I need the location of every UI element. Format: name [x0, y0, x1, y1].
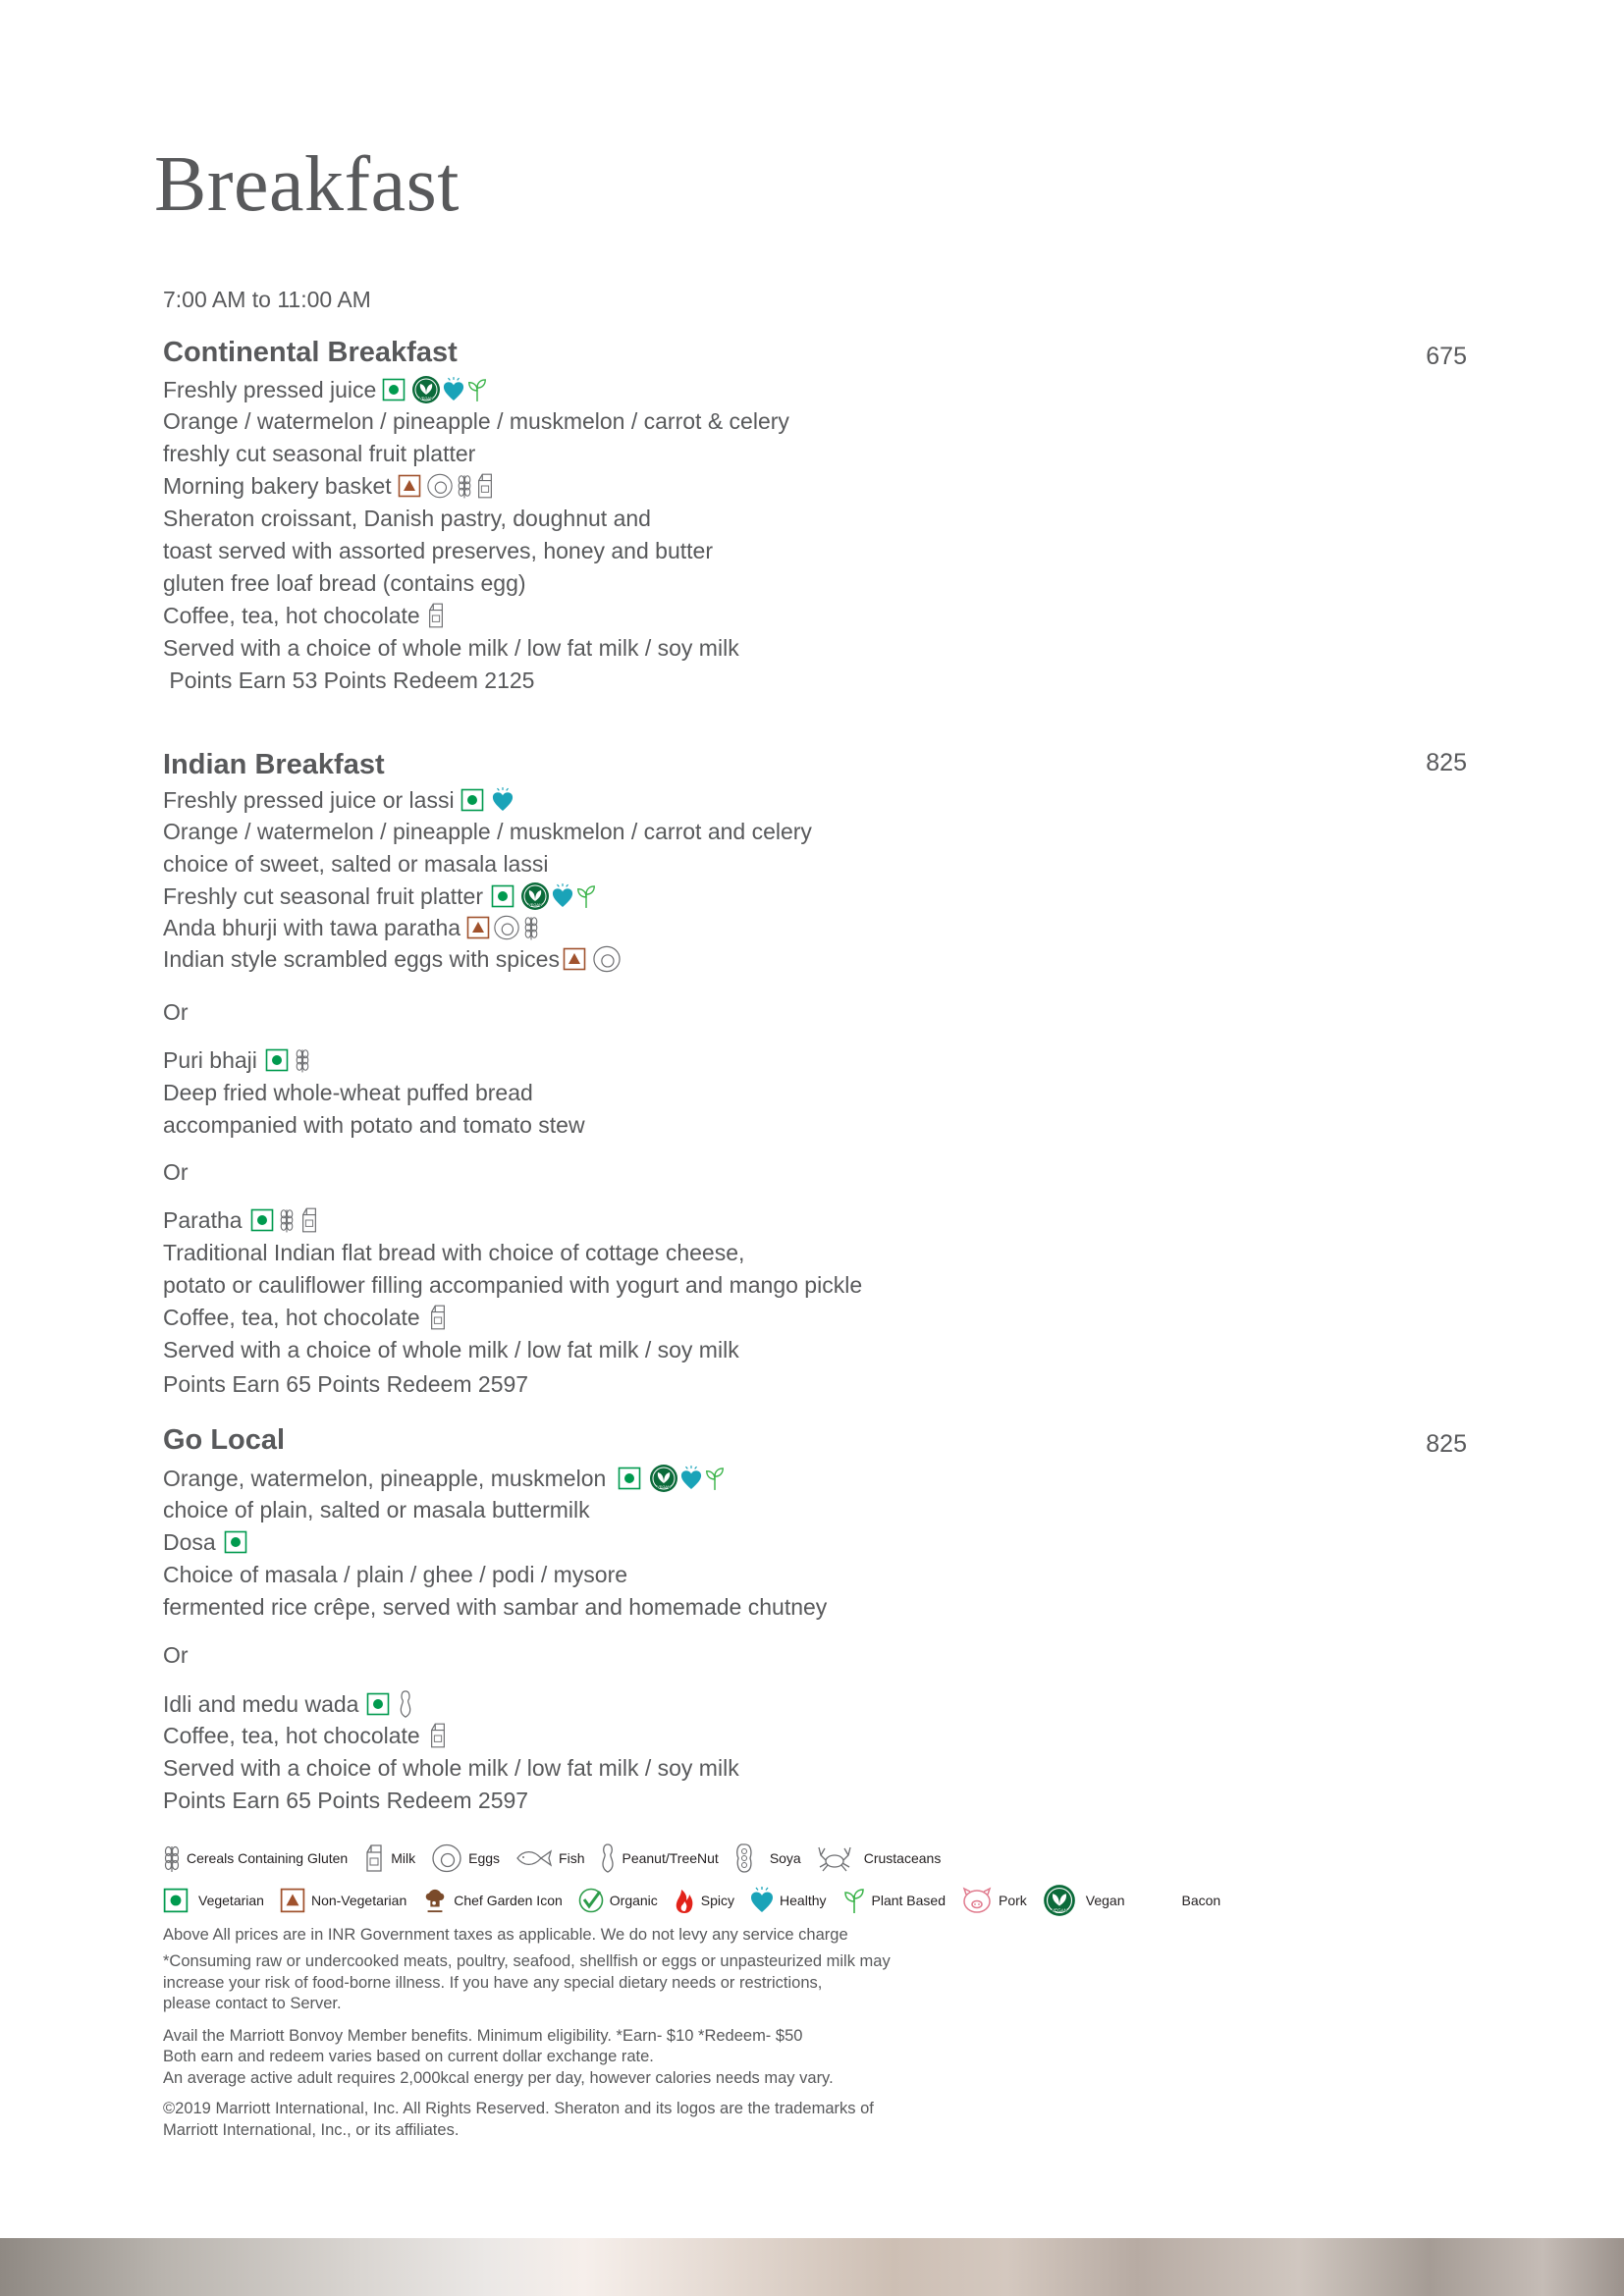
- legend-item: [1176, 1893, 1221, 1908]
- vegetarian-icon: [618, 1467, 641, 1490]
- legend-label: Pork: [999, 1893, 1027, 1908]
- points-line: Points Earn 65 Points Redeem 2597: [163, 1371, 529, 1397]
- gluten-icon: [295, 1046, 310, 1074]
- menu-line: [163, 1722, 448, 1749]
- vegetarian-icon: [224, 1530, 247, 1554]
- eggs-icon: [431, 1843, 462, 1873]
- menu-line-text: Puri bhaji: [163, 1047, 257, 1073]
- legend-label: Vegetarian: [198, 1893, 264, 1908]
- menu-line: Choice of masala / plain / ghee / podi / mysore: [163, 1562, 628, 1587]
- bonvoy-note-line: Both earn and redeem varies based on current dollar exchange rate.: [163, 2048, 654, 2065]
- menu-line: [163, 1046, 310, 1074]
- menu-line-text: Morning bakery basket: [163, 473, 392, 499]
- vegan-icon: [411, 375, 441, 404]
- menu-line: Deep fried whole-wheat puffed bread: [163, 1080, 533, 1105]
- consuming-note-line: please contact to Server.: [163, 1995, 342, 2012]
- legend-item: [817, 1843, 942, 1873]
- vegetarian-icon: [163, 1888, 189, 1913]
- vegetarian-icon: [265, 1048, 289, 1072]
- menu-line-text: Orange, watermelon, pineapple, muskmelon: [163, 1466, 607, 1491]
- healthy-icon: [443, 376, 464, 403]
- menu-line: Served with a choice of whole milk / low fat milk / soy milk: [163, 1337, 739, 1362]
- menu-line: [163, 375, 488, 404]
- healthy-icon: [680, 1465, 702, 1492]
- legend-label: Spicy: [700, 1893, 735, 1908]
- vegetarian-icon: [460, 788, 484, 812]
- service-hours: 7:00 AM to 11:00 AM: [163, 287, 371, 312]
- menu-line: toast served with assorted preserves, honey and butter: [163, 538, 713, 563]
- legend-item: [431, 1843, 500, 1873]
- gluten-icon: [457, 472, 472, 500]
- menu-line-text: Idli and medu wada: [163, 1691, 359, 1717]
- or-separator: Or: [163, 1642, 189, 1668]
- eggs-icon: [493, 915, 520, 940]
- eggs-icon: [592, 945, 622, 973]
- continental-title: Continental Breakfast: [163, 337, 458, 368]
- spicy-icon: [674, 1887, 695, 1914]
- legend-item: [674, 1887, 734, 1914]
- vegetarian-icon: [366, 1692, 390, 1716]
- organic-icon: [578, 1888, 604, 1913]
- continental-price: 675: [1426, 343, 1467, 370]
- indian-price: 825: [1426, 749, 1467, 776]
- eggs-icon: [426, 473, 454, 499]
- legend-label: Bacon: [1181, 1893, 1221, 1908]
- soya-icon: [734, 1842, 754, 1874]
- plant-based-icon: [704, 1465, 726, 1492]
- pork-icon: [961, 1887, 993, 1914]
- menu-line: Served with a choice of whole milk / low fat milk / soy milk: [163, 635, 739, 661]
- milk-icon: [299, 1206, 319, 1234]
- milk-icon: [363, 1843, 385, 1873]
- menu-line: [163, 914, 539, 941]
- page-title: Breakfast: [154, 141, 460, 228]
- copyright-line: ©2019 Marriott International, Inc. All Rights Reserved. Sheraton and its logos are the trademarks of: [163, 2100, 874, 2117]
- menu-line-text: Paratha: [163, 1207, 243, 1233]
- non-vegetarian-icon: [280, 1888, 305, 1913]
- indian-title: Indian Breakfast: [163, 749, 385, 780]
- milk-icon: [428, 1304, 448, 1331]
- healthy-icon: [492, 786, 514, 814]
- fish-icon: [515, 1847, 553, 1869]
- menu-line-text: Coffee, tea, hot chocolate: [163, 1305, 420, 1330]
- menu-line: Served with a choice of whole milk / low fat milk / soy milk: [163, 1755, 739, 1781]
- menu-line-text: Coffee, tea, hot chocolate: [163, 1723, 420, 1748]
- gluten-icon: [279, 1206, 295, 1234]
- legend-item: [750, 1887, 826, 1914]
- gluten-icon: [163, 1843, 181, 1873]
- plant-based-icon: [842, 1887, 866, 1914]
- legend-item: [515, 1847, 584, 1869]
- golocal-price: 825: [1426, 1430, 1467, 1458]
- golocal-title: Go Local: [163, 1424, 286, 1456]
- legend-item: [734, 1842, 801, 1874]
- menu-line: Traditional Indian flat bread with choice of cottage cheese,: [163, 1240, 745, 1265]
- legend-label: Soya: [769, 1850, 801, 1866]
- tax-note: Above All prices are in INR Government taxes as applicable. We do not levy any service charge: [163, 1926, 848, 1944]
- points-line: Points Earn 53 Points Redeem 2125: [163, 667, 535, 693]
- legend-item: [961, 1887, 1027, 1914]
- legend-label: Peanut/TreeNut: [622, 1850, 719, 1866]
- plant-based-icon: [466, 376, 488, 403]
- menu-line-text: Coffee, tea, hot chocolate: [163, 603, 420, 628]
- vegan-icon: [1043, 1884, 1076, 1917]
- legend-item: [363, 1843, 415, 1873]
- milk-icon: [426, 602, 446, 629]
- menu-line: fermented rice crêpe, served with sambar and homemade chutney: [163, 1594, 828, 1620]
- or-separator: Or: [163, 999, 189, 1025]
- crustaceans-icon: [817, 1843, 852, 1873]
- allergen-legend: [163, 1842, 956, 1874]
- consuming-note-line: increase your risk of food-borne illness. If you have any special dietary needs or restrictions,: [163, 1974, 823, 1992]
- healthy-icon: [750, 1887, 774, 1914]
- menu-line: [163, 1206, 319, 1234]
- legend-label: Cereals Containing Gluten: [187, 1850, 349, 1866]
- legend-item: [578, 1888, 658, 1913]
- menu-line-text: Dosa: [163, 1529, 216, 1555]
- menu-line: freshly cut seasonal fruit platter: [163, 441, 476, 466]
- peanut-icon: [600, 1842, 616, 1874]
- menu-line: Orange / watermelon / pineapple / muskmelon / carrot & celery: [163, 408, 789, 434]
- menu-line: potato or cauliflower filling accompanied with yogurt and mango pickle: [163, 1272, 863, 1298]
- healthy-icon: [552, 882, 573, 910]
- legend-item: [842, 1887, 947, 1914]
- menu-line-text: Freshly cut seasonal fruit platter: [163, 883, 483, 909]
- legend-label: Healthy: [780, 1893, 827, 1908]
- menu-line: accompanied with potato and tomato stew: [163, 1112, 585, 1138]
- legend-label: Fish: [559, 1850, 585, 1866]
- menu-line: gluten free loaf bread (contains egg): [163, 570, 526, 596]
- vegan-icon: [649, 1464, 678, 1493]
- non-vegetarian-icon: [466, 916, 490, 939]
- non-vegetarian-icon: [398, 474, 421, 498]
- non-vegetarian-icon: [563, 947, 586, 971]
- legend-label: Plant Based: [871, 1893, 946, 1908]
- consuming-note-line: *Consuming raw or undercooked meats, poultry, seafood, shellfish or eggs or unpasteurized milk may: [163, 1952, 891, 1970]
- vegetarian-icon: [382, 378, 406, 401]
- legend-label: Eggs: [468, 1850, 501, 1866]
- or-separator: Or: [163, 1159, 189, 1185]
- vegan-icon: [520, 881, 550, 911]
- menu-line: [163, 472, 495, 500]
- legend-item: [163, 1888, 264, 1913]
- menu-line: [163, 1528, 247, 1556]
- menu-line-text: Freshly pressed juice: [163, 377, 377, 402]
- legend-label: Milk: [391, 1850, 416, 1866]
- bonvoy-note-line: Avail the Marriott Bonvoy Member benefits. Minimum eligibility. *Earn- $10 *Redeem- $50: [163, 2027, 803, 2045]
- menu-line: [163, 602, 446, 629]
- menu-line-text: Anda bhurji with tawa paratha: [163, 915, 461, 940]
- legend-label: Vegan: [1085, 1893, 1125, 1908]
- plant-based-icon: [575, 882, 597, 910]
- menu-line: Orange / watermelon / pineapple / muskmelon / carrot and celery: [163, 819, 812, 844]
- vegetarian-icon: [250, 1208, 274, 1232]
- milk-icon: [475, 472, 495, 500]
- milk-icon: [428, 1722, 448, 1749]
- menu-line: [163, 1689, 413, 1719]
- diet-legend: [163, 1884, 1236, 1917]
- legend-label: Chef Garden Icon: [454, 1893, 563, 1908]
- decorative-footer-band: [0, 2238, 1624, 2296]
- chef-garden-icon: [422, 1888, 448, 1913]
- menu-line: [163, 786, 514, 814]
- legend-label: Crustaceans: [863, 1850, 942, 1866]
- bonvoy-note-line: An average active adult requires 2,000kcal energy per day, however calories needs may vary.: [163, 2069, 834, 2087]
- menu-line: [163, 881, 597, 911]
- points-line: Points Earn 65 Points Redeem 2597: [163, 1788, 529, 1813]
- menu-line: choice of sweet, salted or masala lassi: [163, 851, 549, 877]
- menu-line-text: Freshly pressed juice or lassi: [163, 787, 455, 813]
- legend-item: [1043, 1884, 1125, 1917]
- legend-label: Non-Vegetarian: [310, 1893, 407, 1908]
- peanut-icon: [398, 1689, 413, 1719]
- menu-line: [163, 1464, 726, 1493]
- vegetarian-icon: [491, 884, 514, 908]
- copyright-line: Marriott International, Inc., or its affiliates.: [163, 2121, 460, 2139]
- legend-item: [280, 1888, 406, 1913]
- menu-line: choice of plain, salted or masala buttermilk: [163, 1497, 590, 1522]
- gluten-icon: [523, 914, 539, 941]
- legend-item: [422, 1888, 563, 1913]
- menu-line: [163, 945, 622, 973]
- legend-label: Organic: [609, 1893, 658, 1908]
- legend-item: [163, 1843, 348, 1873]
- menu-line-text: Indian style scrambled eggs with spices: [163, 946, 560, 972]
- menu-line: [163, 1304, 448, 1331]
- legend-item: [600, 1842, 718, 1874]
- menu-line: Sheraton croissant, Danish pastry, doughnut and: [163, 506, 651, 531]
